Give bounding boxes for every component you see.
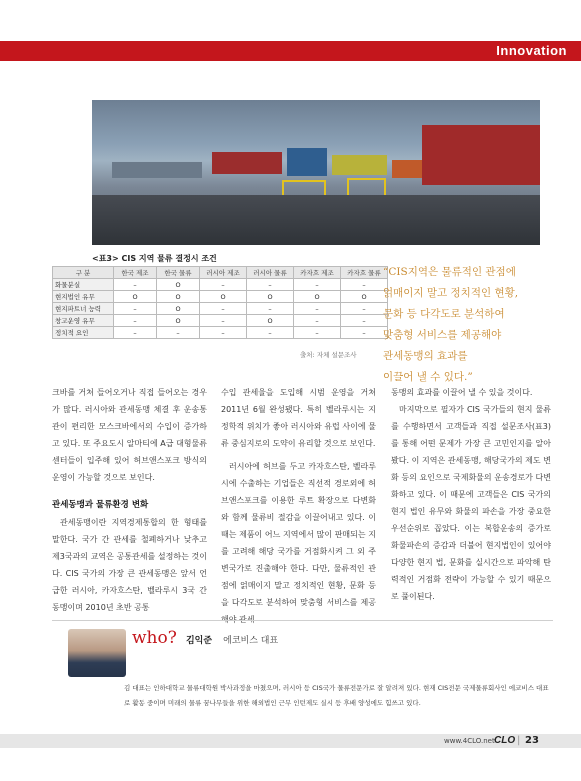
- table-cell: –: [200, 279, 247, 291]
- paragraph: 동맹의 효과를 이끌어 낼 수 있을 것이다.: [391, 388, 533, 397]
- quote-line: “CIS지역은 물류적인 관점에: [383, 266, 516, 278]
- table-source: 출처: 자체 설문조사: [300, 351, 357, 359]
- author-role: 에코비스 대표: [223, 636, 279, 646]
- quote-line: 관세동맹의 효과를: [383, 350, 468, 362]
- table-cell: –: [114, 303, 157, 315]
- table-title: <표3> CIS 지역 물류 결정시 조건: [92, 254, 217, 263]
- table-cell: –: [341, 279, 388, 291]
- section-title: Innovation: [496, 43, 567, 58]
- paragraph: 마지막으로 필자가 CIS 국가들의 현지 물류를 수행하면서 고객들과 직접 설문조사(표3)를 통해 어떤 문제가 가장 큰 고민인지를 알아봤다. 이 지역은 관세동맹, 해당국가의 제도 변화 등의 요인으로 국제화물의 운송경로가 다변화하고 있다. 이 때문에 고객들은 CIS 국가의 현지 법인 유무와 화물의 파손을 가장 중요한 우선순위로 꼽았다. 이는 복합운송의 증가로 화물파손의 증감과 더불어 현지법인이 있어야 다양한 현지 법, 문화를 실시간으로 파악해 탄력적인 거점화 전략이 가능할 수 있기 때문으로 풀이된다.: [391, 405, 551, 601]
- table-cell: –: [294, 303, 341, 315]
- table-cell: O: [294, 291, 341, 303]
- paragraph: 수입 관세율을 도입해 시범 운영을 거쳐 2011년 6월 완성됐다. 특히 벨라루시는 지정학적 위치가 좋아 러시아와 유럽 사이에 물류 중심지로의 도약이 유리할 것으로 보인다.: [221, 388, 376, 448]
- table-cell: O: [200, 291, 247, 303]
- table-cell: O: [114, 291, 157, 303]
- table-row: [53, 279, 388, 291]
- table-cell: –: [200, 315, 247, 327]
- table-cell: –: [114, 315, 157, 327]
- paragraph: 러시아에 허브를 두고 카자흐스탄, 벨라루시에 수출하는 기업들은 직선적 경로외에 허브앤스포크를 이용한 루트 확장으로 다변화와 함께 물류비 절감을 이끌어내고 있다. 이때는 제품이 어느 지역에서 많이 판매되는 지를 고려해 해당 국가를 거점화시켜 그 외 주변국가로 진출해야 한다. 다만, 물류적인 관점에 얽매이지 말고 정치적인 현황, 문화 등을 다각도로 분석하여 맞춤형 서비스를 제공해야 관세: [221, 462, 376, 624]
- subheading: 관세동맹과 물류환경 변화: [52, 500, 149, 510]
- table-cell: O: [247, 291, 294, 303]
- table-cell: –: [341, 303, 388, 315]
- table-cell: O: [157, 303, 200, 315]
- pull-quote: [383, 262, 553, 388]
- table-cell: –: [114, 279, 157, 291]
- quote-line: 맞춤형 서비스를 제공해야: [383, 329, 502, 341]
- table-cell: –: [247, 327, 294, 339]
- port-container-photo: [92, 100, 540, 245]
- column-header: 한국 물류: [157, 267, 200, 279]
- table-cell: O: [157, 315, 200, 327]
- table-cell: –: [247, 303, 294, 315]
- column-header: 한국 제조: [114, 267, 157, 279]
- table-cell: O: [247, 315, 294, 327]
- table-cell: –: [247, 279, 294, 291]
- author-box: [52, 620, 553, 717]
- author-heading: [132, 628, 278, 648]
- row-label: 정치적 요인: [53, 327, 114, 339]
- row-label: 창고운영 유무: [53, 315, 114, 327]
- table-cell: –: [200, 303, 247, 315]
- body-column-1: [52, 384, 207, 616]
- quote-line: 얽매이지 말고 정치적인 현황,: [383, 287, 519, 299]
- table-cell: –: [200, 327, 247, 339]
- table-cell: –: [341, 315, 388, 327]
- row-label: 현지법인 유무: [53, 291, 114, 303]
- table-cell: –: [294, 315, 341, 327]
- author-bio: 김 대표는 인하대학교 물류대학원 박사과정을 마쳤으며, 러시아 등 CIS국가 물류전문가로 잘 알려져 있다. 현재 CIS전문 국제물류회사인 에코비스 대표로 활동 중이며 미래의 물류 꿈나무들을 위한 해외법인 근무 인턴제도 실시 등 후배 양성에도 힘쓰고 있다.: [124, 684, 549, 707]
- body-column-3: [391, 384, 551, 605]
- table-cell: O: [157, 279, 200, 291]
- table-row: [53, 291, 388, 303]
- table-row: [53, 327, 388, 339]
- author-name: 김익준: [185, 636, 213, 646]
- table-cell: O: [157, 291, 200, 303]
- table-cell: –: [294, 327, 341, 339]
- body-column-2: [221, 384, 376, 628]
- column-header: 카자흐 물류: [341, 267, 388, 279]
- page-footer: [0, 734, 581, 748]
- table-cell: –: [157, 327, 200, 339]
- table-cell: –: [294, 279, 341, 291]
- row-label: 현지파트너 능력: [53, 303, 114, 315]
- magazine-logo: CLO: [494, 735, 516, 746]
- table-cell: O: [341, 291, 388, 303]
- row-label: 화물분실: [53, 279, 114, 291]
- table-header-row: [53, 267, 388, 279]
- quote-line: 문화 등 다각도로 분석하여: [383, 308, 505, 320]
- author-photo: [68, 629, 126, 677]
- quote-line: 이끌어 낼 수 있다.”: [383, 371, 473, 383]
- section-header-bar: [0, 41, 581, 61]
- footer-url[interactable]: www.4CLO.net: [444, 737, 495, 745]
- table-row: [53, 303, 388, 315]
- column-header: 러시아 물류: [247, 267, 294, 279]
- table-corner: 구 분: [53, 267, 114, 279]
- table-cell: –: [114, 327, 157, 339]
- footer-divider: |: [517, 735, 521, 746]
- table-row: [53, 315, 388, 327]
- who-label: who?: [132, 628, 177, 648]
- column-header: 카자흐 제조: [294, 267, 341, 279]
- page-number: 23: [525, 735, 539, 746]
- table-cell: –: [341, 327, 388, 339]
- cis-condition-table: [52, 266, 388, 339]
- paragraph: 관세동맹이란 지역경제통합의 한 형태를 말한다. 국가 간 관세를 철폐하거나 낮추고 제3국과의 교역은 공통관세를 설정하는 것이다. CIS 국가의 가장 큰 관세동맹은 앞서 언급한 러시아, 카자흐스탄, 벨라루시 3국 간 동맹이며 2010년 초반 공통: [52, 518, 207, 612]
- paragraph: 크바를 거쳐 들어오거나 직접 들어오는 경우가 많다. 러시아와 관세동맹 체결 후 운송통관이 편리한 모스크바에서의 수입이 증가하고 있다. 또 주요도시 알마티에 A급 대형물류센터들이 입주해 있어 허브앤스포크 방식의 운영이 가능할 것으로 보인다.: [52, 388, 207, 482]
- column-header: 러시아 제조: [200, 267, 247, 279]
